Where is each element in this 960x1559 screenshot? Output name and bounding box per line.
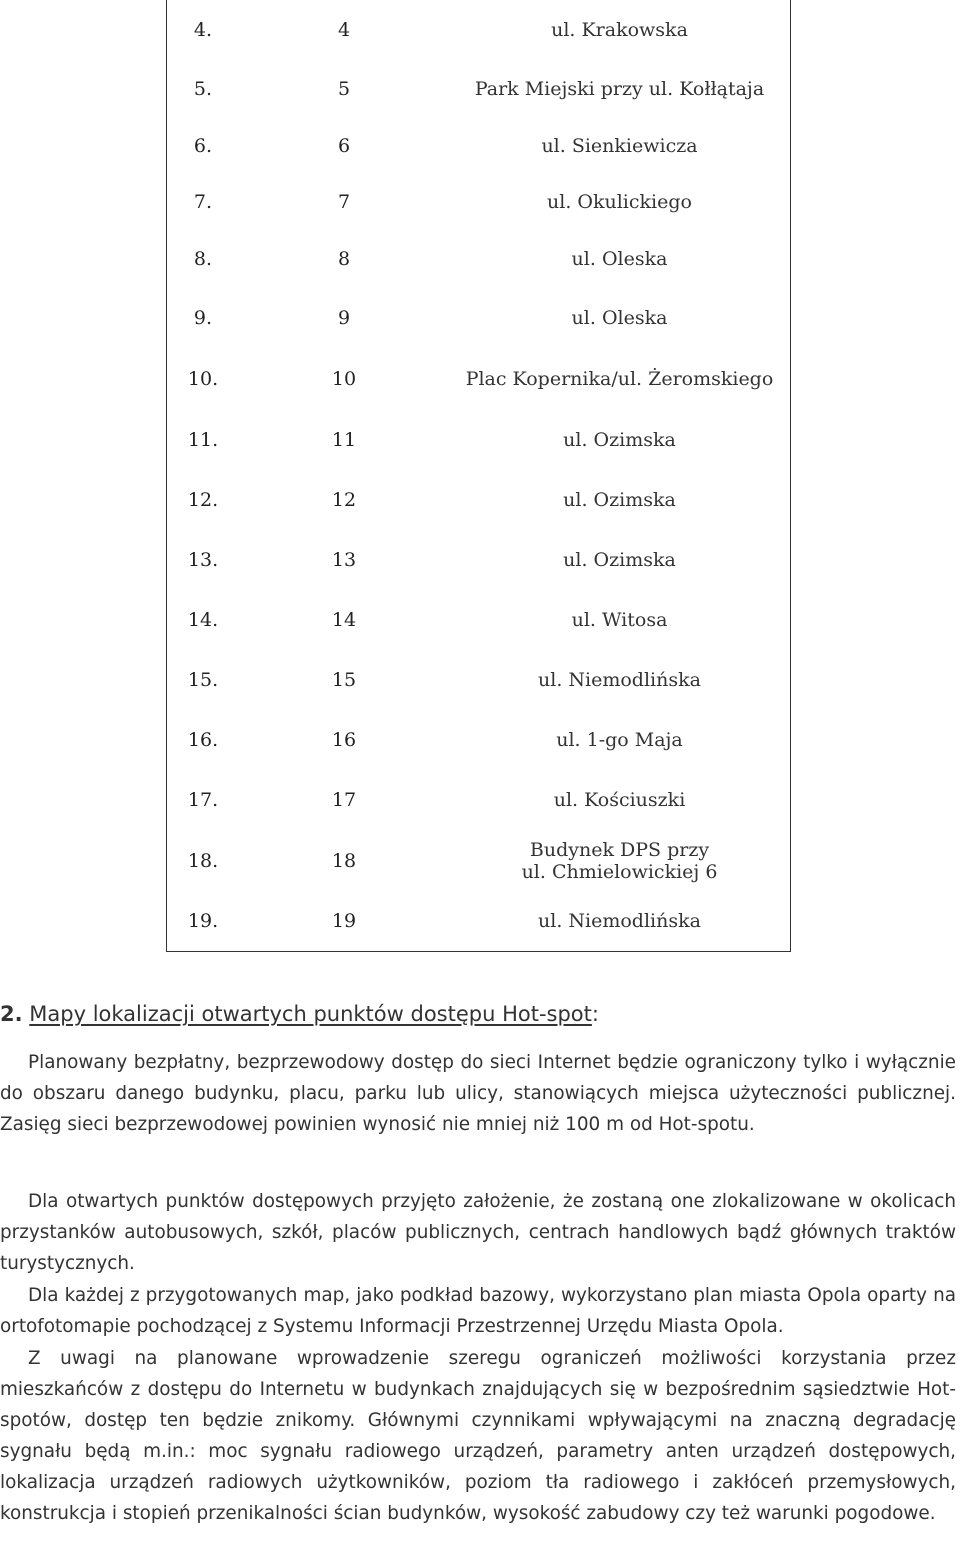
row-lp: 16. [187,729,219,751]
row-point-number: 7 [337,191,351,213]
row-location: ul. Krakowska [551,19,688,41]
table-row [167,470,790,530]
row-location-line: ul. Chmielowickiej 6 [521,861,718,883]
row-location: Park Miejski przy ul. Kołłątaja [474,78,765,100]
row-lp: 17. [187,789,219,811]
table-row [167,892,790,950]
paragraph-locations: Dla otwartych punktów dostępowych przyjęto założenie, że zostaną one zlokalizowane w okolicach przystanków autobusowych, szkół, placów publicznych, centrach handlowych bądź głównych traktów turystycznych. [0,1191,956,1274]
row-location: ul. Witosa [571,609,668,631]
row-location: ul. Oleska [571,307,668,329]
row-lp: 12. [187,489,219,511]
table-row [167,590,790,650]
row-point-number: 4 [337,19,351,41]
row-location [449,830,790,892]
row-location: ul. Niemodlińska [538,910,701,932]
row-location: ul. Sienkiewicza [541,135,698,157]
table-row [167,348,790,410]
row-point-number: 11 [331,429,357,451]
row-location: ul. Ozimska [563,489,676,511]
row-lp: 7. [193,191,213,213]
table-body [167,0,790,950]
table-row [167,410,790,470]
section-number: 2. [0,1002,23,1026]
row-point-number: 12 [331,489,357,511]
row-location: ul. 1-go Maja [556,729,683,751]
row-point-number: 10 [331,368,357,390]
table-row [167,710,790,770]
row-point-number: 13 [331,549,357,571]
row-lp: 4. [193,19,213,41]
row-lp: 15. [187,669,219,691]
row-point-number: 8 [337,248,351,270]
row-lp: 5. [193,78,213,100]
paragraph-scope: Planowany bezpłatny, bezprzewodowy dostęp do sieci Internet będzie ograniczony tylko i wyłącznie do obszaru danego budynku, placu, parku lub ulicy, stanowiących miejsca użyteczności publicznej. Zasięg sieci bezprzewodowej powinien wynosić nie mniej niż 100 m od Hot-spotu. [0,1052,956,1135]
table-row [167,288,790,348]
row-location: ul. Okulickiego [547,191,692,213]
row-lp: 8. [193,248,213,270]
table-row [167,830,790,892]
section-colon: : [591,1002,599,1026]
row-lp: 11. [187,429,219,451]
table-row [167,60,790,118]
row-location-line: Budynek DPS przy [529,839,710,861]
row-point-number: 6 [337,135,351,157]
row-point-number: 9 [337,307,351,329]
row-lp: 19. [187,910,219,932]
row-location: ul. Ozimska [563,549,676,571]
table-row [167,530,790,590]
section-title: Mapy lokalizacji otwartych punktów dostępu Hot-spot [29,1002,592,1026]
row-location: ul. Oleska [571,248,668,270]
row-point-number: 15 [331,669,357,691]
table-row [167,770,790,830]
paragraph-maps: Dla każdej z przygotowanych map, jako podkład bazowy, wykorzystano plan miasta Opola oparty na ortofotomapie pochodzącej z Systemu Informacji Przestrzennej Urzędu Miasta Opola. [0,1285,956,1337]
table-row [167,0,790,60]
section-heading [0,1002,599,1026]
row-lp: 14. [187,609,219,631]
row-location: ul. Niemodlińska [538,669,701,691]
row-location: ul. Ozimska [563,429,676,451]
row-lp: 13. [187,549,219,571]
row-point-number: 16 [331,729,357,751]
paragraph-limitations: Z uwagi na planowane wprowadzenie szeregu ograniczeń możliwości korzystania przez mieszkańców z dostępu do Internetu w budynkach znajdujących się w bezpośrednim sąsiedztwie Hot-spotów, dostęp ten będzie znikomy. Głównymi czynnikami wpływającymi na znaczną degradację sygnału będą m.in.: moc sygnału radiowego urządzeń, parametry anten urządzeń dostępowych, lokalizacja urządzeń radiowych użytkowników, poziom tła radiowego i zakłóceń przemysłowych, konstrukcja i stopień przenikalności ścian budynków, wysokość zabudowy czy też warunki pogodowe. [0,1348,956,1524]
row-point-number: 19 [331,910,357,932]
table-row [167,174,790,230]
table-row [167,230,790,288]
row-point-number: 17 [331,789,357,811]
row-lp: 10. [187,368,219,390]
row-point-number: 5 [337,78,351,100]
hotspot-location-table [166,0,791,952]
table-row [167,118,790,174]
row-location: ul. Kościuszki [553,789,686,811]
row-lp: 6. [193,135,213,157]
row-lp: 9. [193,307,213,329]
hotspot-table [167,0,790,950]
row-lp: 18. [187,850,219,872]
row-point-number: 18 [331,850,357,872]
table-row [167,650,790,710]
row-point-number: 14 [331,609,357,631]
row-location: Plac Kopernika/ul. Żeromskiego [465,368,774,390]
